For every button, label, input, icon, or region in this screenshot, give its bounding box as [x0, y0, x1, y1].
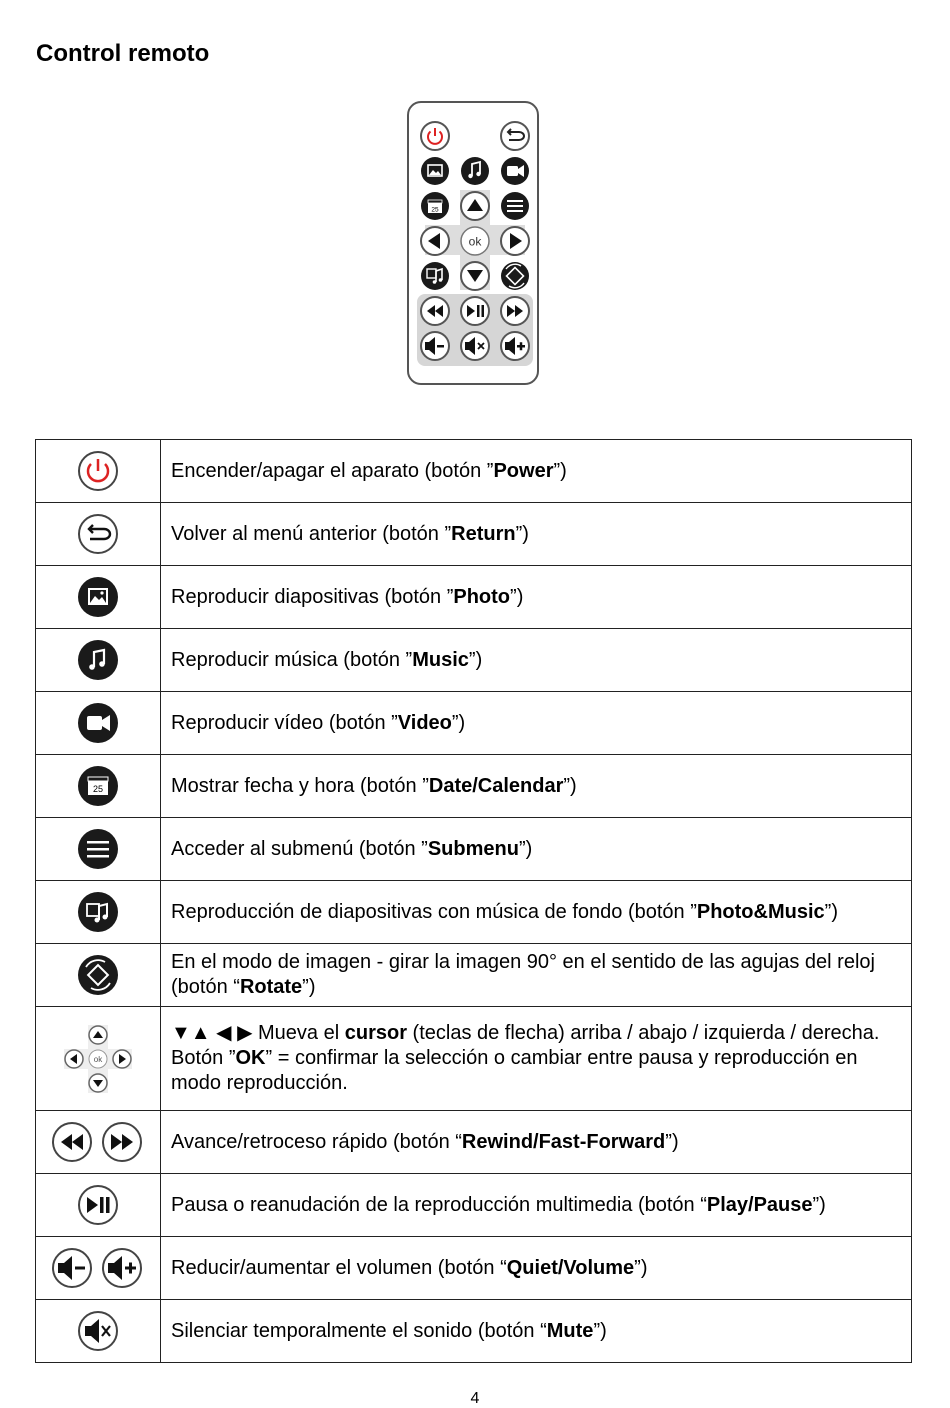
row-description: ▼▲ ◀ ▶ Mueva el cursor (teclas de flecha) arriba / abajo / izquierda / derecha. Botón ”OK” = confirmar la selección o cambiar entre pausa y reproducción en modo reproducción. — [161, 1007, 912, 1111]
play-pause-icon — [461, 297, 489, 325]
row-description: En el modo de imagen - girar la imagen 90° en el sentido de las agujas del reloj (botón “Rotate”) — [161, 944, 912, 1007]
photo-music-icon — [76, 890, 120, 934]
power-icon — [76, 449, 120, 493]
rewind-icon — [421, 297, 449, 325]
table-row — [36, 1111, 912, 1174]
arrow-keys-icon — [58, 1021, 138, 1097]
video-icon — [501, 157, 529, 185]
music-icon — [76, 638, 120, 682]
calendar-day-label: 25 — [92, 784, 104, 794]
down-arrow-icon — [461, 262, 489, 290]
table-row — [36, 440, 912, 503]
remote-control-illustration — [407, 101, 539, 385]
table-row — [36, 503, 912, 566]
row-description: Pausa o reanudación de la reproducción multimedia (botón “Play/Pause”) — [161, 1174, 912, 1237]
remote-functions-table — [35, 439, 912, 1363]
row-description: Reproducir música (botón ”Music”) — [161, 629, 912, 692]
return-icon — [76, 512, 120, 556]
music-icon — [461, 157, 489, 185]
volume-icon — [50, 1246, 146, 1290]
mute-icon — [76, 1309, 120, 1353]
volume-up-icon — [501, 332, 529, 360]
ok-icon — [461, 227, 489, 255]
row-description: Silenciar temporalmente el sonido (botón “Mute”) — [161, 1300, 912, 1363]
calendar-day-label: 25 — [431, 206, 439, 214]
page-title: Control remoto — [36, 40, 210, 67]
table-row — [36, 1174, 912, 1237]
return-icon — [501, 122, 529, 150]
left-arrow-icon — [421, 227, 449, 255]
calendar-icon — [76, 764, 120, 808]
row-description: Encender/apagar el aparato (botón ”Power”) — [161, 440, 912, 503]
table-row — [36, 1237, 912, 1300]
table-row — [36, 1007, 912, 1111]
rotate-icon — [76, 953, 120, 997]
photo-icon — [421, 157, 449, 185]
row-description: Reproducción de diapositivas con música de fondo (botón ”Photo&Music”) — [161, 881, 912, 944]
row-description: Reproducir diapositivas (botón ”Photo”) — [161, 566, 912, 629]
photo-music-icon — [421, 262, 449, 290]
row-description: Volver al menú anterior (botón ”Return”) — [161, 503, 912, 566]
row-description: Reducir/aumentar el volumen (botón “Quiet/Volume”) — [161, 1237, 912, 1300]
row-description: Avance/retroceso rápido (botón “Rewind/Fast-Forward”) — [161, 1111, 912, 1174]
volume-down-icon — [421, 332, 449, 360]
row-description: Reproducir vídeo (botón ”Video”) — [161, 692, 912, 755]
table-row — [36, 944, 912, 1007]
ok-label: ok — [93, 1054, 103, 1064]
submenu-icon — [501, 192, 529, 220]
table-row — [36, 1300, 912, 1363]
calendar-icon — [421, 192, 449, 220]
table-row — [36, 755, 912, 818]
photo-icon — [76, 575, 120, 619]
power-icon — [421, 122, 449, 150]
rotate-icon — [501, 262, 529, 290]
video-icon — [76, 701, 120, 745]
right-arrow-icon — [501, 227, 529, 255]
table-row — [36, 818, 912, 881]
submenu-icon — [76, 827, 120, 871]
mute-icon — [461, 332, 489, 360]
rewind-forward-icon — [50, 1120, 146, 1164]
ok-label: ok — [468, 234, 482, 249]
page-number: 4 — [470, 1390, 480, 1407]
table-row — [36, 629, 912, 692]
play-pause-icon — [76, 1183, 120, 1227]
fast-forward-icon — [501, 297, 529, 325]
row-description: Acceder al submenú (botón ”Submenu”) — [161, 818, 912, 881]
up-arrow-icon — [461, 192, 489, 220]
table-row — [36, 566, 912, 629]
table-row — [36, 692, 912, 755]
table-row — [36, 881, 912, 944]
row-description: Mostrar fecha y hora (botón ”Date/Calendar”) — [161, 755, 912, 818]
